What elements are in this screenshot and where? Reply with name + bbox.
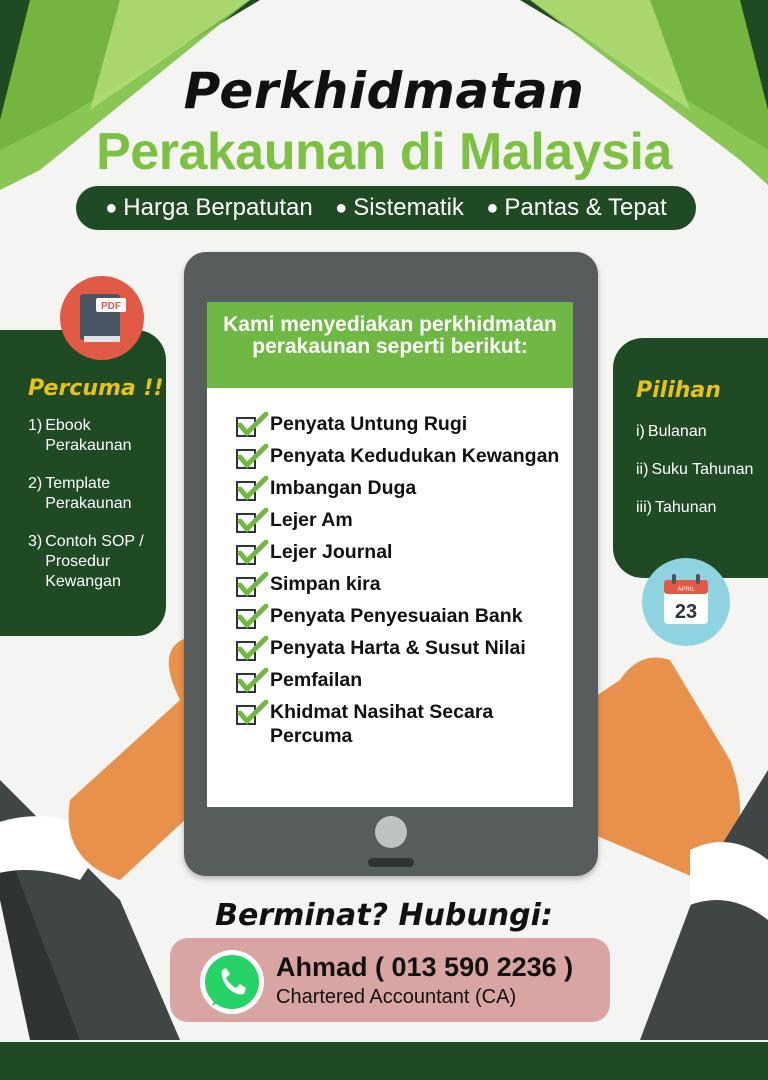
contact-heading: Berminat? Hubungi:	[215, 898, 553, 933]
check-icon	[236, 508, 270, 534]
service-item: Lejer Journal	[236, 540, 566, 566]
title-line1: Perkhidmatan	[183, 62, 585, 120]
check-icon	[236, 636, 270, 662]
contact-role: Chartered Accountant (CA)	[276, 986, 517, 1008]
service-item: Penyata Harta & Susut Nilai	[236, 636, 566, 662]
free-offer-heading: Percuma !!	[28, 376, 164, 401]
services-list	[236, 412, 566, 754]
tablet-home-button	[375, 816, 407, 848]
contact-name: Ahmad ( 013 590 2236 )	[276, 952, 574, 982]
check-icon	[236, 540, 270, 566]
bullet-icon: ●	[105, 196, 118, 219]
list-item: 2) Template Perakaunan	[28, 475, 132, 512]
list-item: 1) Ebook Perakaunan	[28, 417, 132, 454]
check-icon	[236, 444, 270, 470]
service-item: Khidmat Nasihat Secara Percuma	[236, 700, 566, 748]
check-icon	[236, 700, 270, 726]
service-item: Penyata Untung Rugi	[236, 412, 566, 438]
service-item: Imbangan Duga	[236, 476, 566, 502]
features-bar	[76, 186, 696, 230]
services-heading: Kami menyediakan perkhidmatan perakaunan seperti berikut:	[207, 302, 573, 388]
bullet-icon: ●	[335, 196, 348, 219]
calendar-icon	[642, 558, 730, 646]
check-icon	[236, 476, 270, 502]
service-item: Penyata Penyesuaian Bank	[236, 604, 566, 630]
free-offer-list	[28, 416, 163, 610]
pdf-book-icon	[60, 276, 144, 360]
list-item: ii) Suku Tahunan	[636, 461, 754, 478]
service-item: Simpan kira	[236, 572, 566, 598]
whatsapp-icon[interactable]	[198, 948, 266, 1016]
bullet-icon: ●	[486, 196, 499, 219]
list-item: i) Bulanan	[636, 423, 707, 440]
footer-bar	[0, 1042, 768, 1080]
service-item: Penyata Kedudukan Kewangan	[236, 444, 566, 470]
service-item: Lejer Am	[236, 508, 566, 534]
check-icon	[236, 412, 270, 438]
title-line2: Perakaunan di Malaysia	[96, 123, 672, 181]
service-item: Pemfailan	[236, 668, 566, 694]
check-icon	[236, 572, 270, 598]
svg-text:23: 23	[674, 601, 698, 623]
list-item: 3) Contoh SOP / Prosedur Kewangan	[28, 533, 144, 590]
feature-item: ● Sistematik	[335, 194, 464, 221]
tablet-slot	[368, 858, 414, 867]
check-icon	[236, 668, 270, 694]
feature-item: ● Harga Berpatutan	[105, 194, 313, 221]
svg-text:PDF: PDF	[101, 301, 121, 312]
check-icon	[236, 604, 270, 630]
feature-item: ● Pantas & Tepat	[486, 194, 667, 221]
list-item: iii) Tahunan	[636, 499, 717, 516]
svg-text:APRIL: APRIL	[677, 587, 695, 593]
options-heading: Pilihan	[636, 378, 721, 403]
options-list	[636, 422, 761, 536]
